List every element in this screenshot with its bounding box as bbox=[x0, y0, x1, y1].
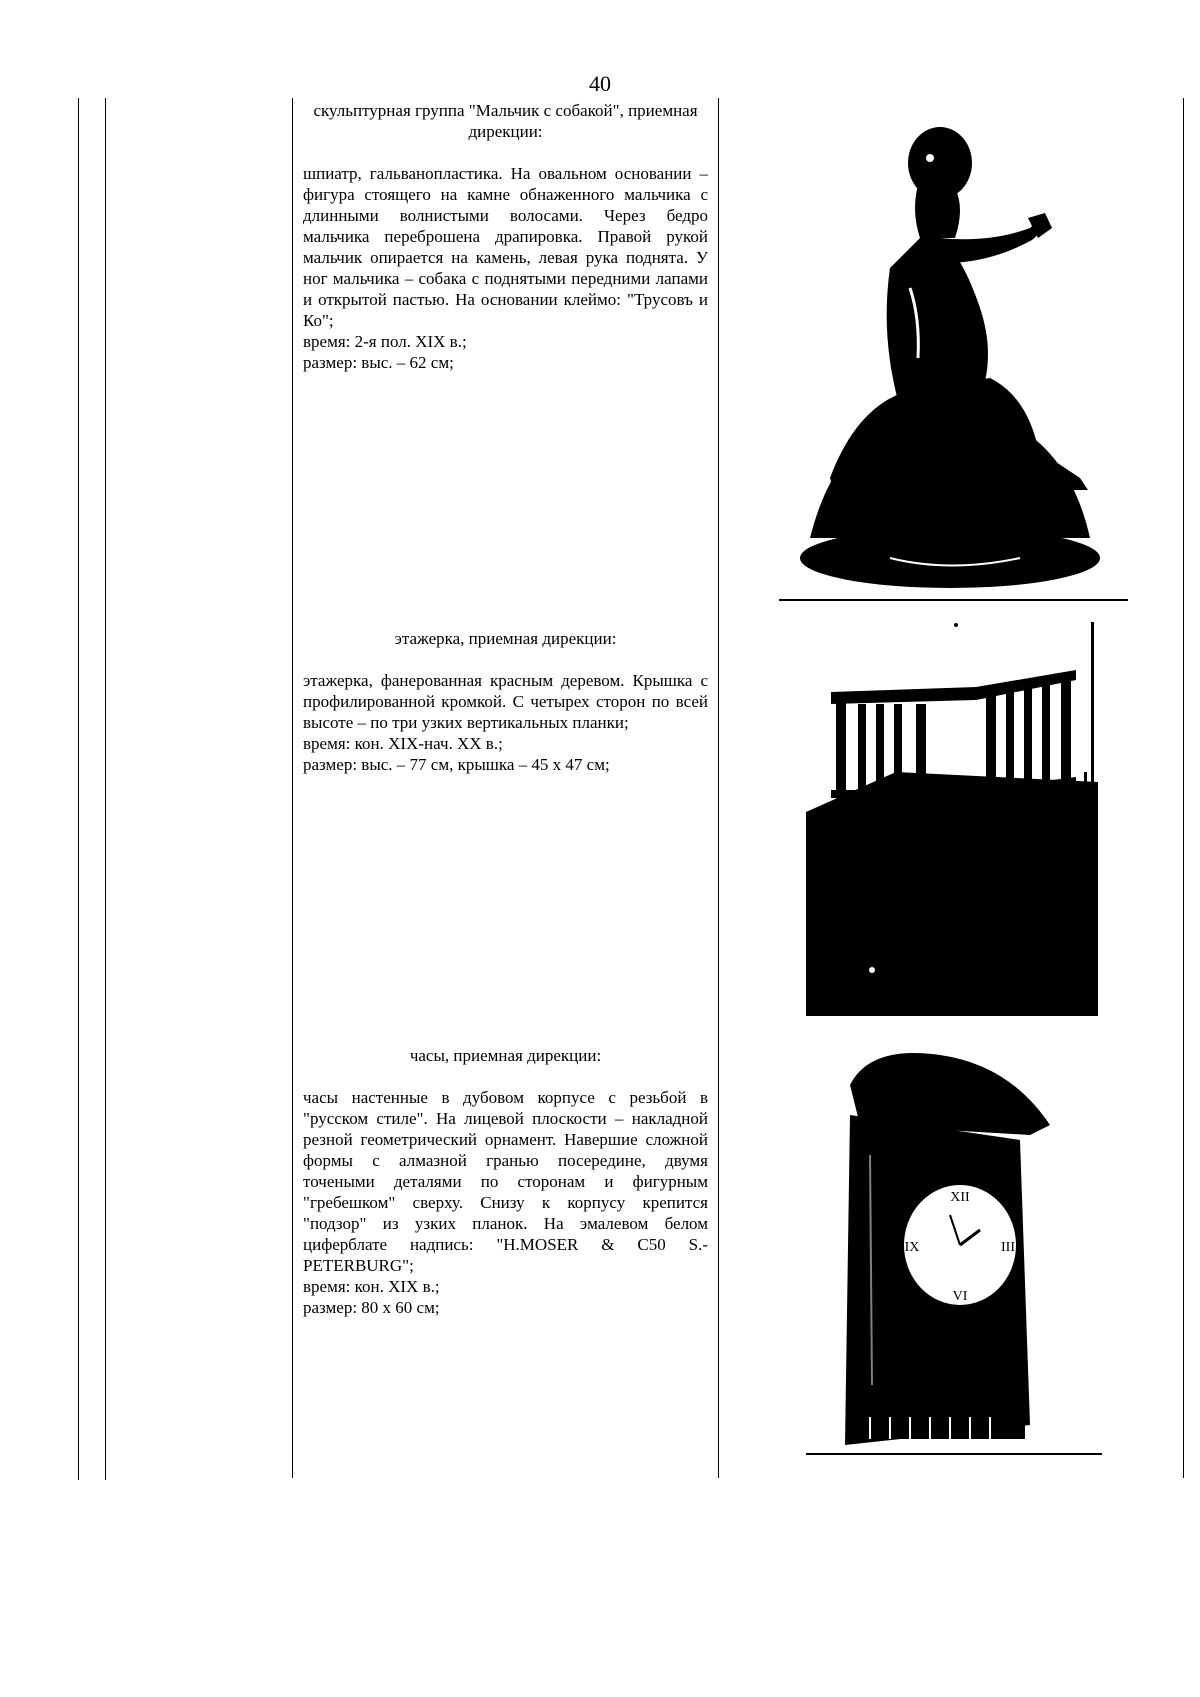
table-border-right bbox=[1183, 98, 1184, 1478]
page-number: 40 bbox=[589, 71, 611, 96]
entry-size: размер: 80 х 60 см; bbox=[303, 1298, 440, 1317]
entry-time: время: кон. XIX-нач. XX в.; bbox=[303, 734, 503, 753]
entry-title: скульптурная группа "Мальчик с собакой", приемная дирекции: bbox=[313, 101, 698, 141]
table-border-left-outer bbox=[78, 98, 79, 1478]
image-underline bbox=[806, 1453, 1102, 1455]
entry-description: шпиатр, гальванопластика. На овальном основании – фигура стоящего на камне обнаженного мальчика с длинными волнистыми волосами. Через бедро мальчика переброшена драпировка. Правой рукой мальчик опирается на камень, левая рука поднята. У ног мальчика – собака с поднятыми передними лапами и открытой пастью. На основании клеймо: "Трусовъ и Ко"; bbox=[303, 164, 708, 330]
table-border-tick bbox=[105, 1466, 106, 1480]
svg-text:VI: VI bbox=[952, 1289, 968, 1304]
catalog-entry bbox=[303, 628, 708, 775]
image-underline bbox=[779, 599, 1128, 601]
entry-size: размер: выс. – 62 см; bbox=[303, 353, 454, 372]
entry-size: размер: выс. – 77 см, крышка – 45 х 47 см; bbox=[303, 755, 610, 774]
entry-title: этажерка, приемная дирекции: bbox=[394, 629, 617, 648]
table-column-divider bbox=[718, 98, 719, 1478]
table-border-left-inner bbox=[105, 98, 106, 1478]
entry-time: время: кон. XIX в.; bbox=[303, 1277, 440, 1296]
entry-description: часы настенные в дубовом корпусе с резьбой в "русском стиле". На лицевой плоскости – накладной резной геометрический орнамент. Навершие сложной формы с алмазной гранью посередине, двумя точеными деталями по сторонам и фигурным "гребешком" сверху. Снизу к корпусу крепится "подзор" из узких планок. На эмалевом белом циферблате надпись: "H.MOSER & C50 S.-PETERBURG"; bbox=[303, 1088, 708, 1275]
svg-text:XII: XII bbox=[950, 1190, 970, 1205]
table-border-tick bbox=[78, 1466, 79, 1480]
image-underline bbox=[806, 1014, 1098, 1016]
whatnot-photo bbox=[806, 622, 1098, 1016]
sculpture-photo bbox=[770, 118, 1120, 590]
table-column-divider bbox=[292, 98, 293, 1478]
catalog-entry bbox=[303, 1045, 708, 1318]
entry-time: время: 2-я пол. XIX в.; bbox=[303, 332, 467, 351]
svg-text:III: III bbox=[1001, 1240, 1015, 1255]
entry-title: часы, приемная дирекции: bbox=[409, 1046, 602, 1065]
catalog-entry bbox=[303, 100, 708, 373]
entry-description: этажерка, фанерованная красным деревом. Крышка с профилированной кромкой. С четырех сторон по всей высоте – по три узких вертикальных планки; bbox=[303, 671, 708, 732]
clock-photo bbox=[830, 1045, 1066, 1445]
svg-text:IX: IX bbox=[904, 1240, 920, 1255]
